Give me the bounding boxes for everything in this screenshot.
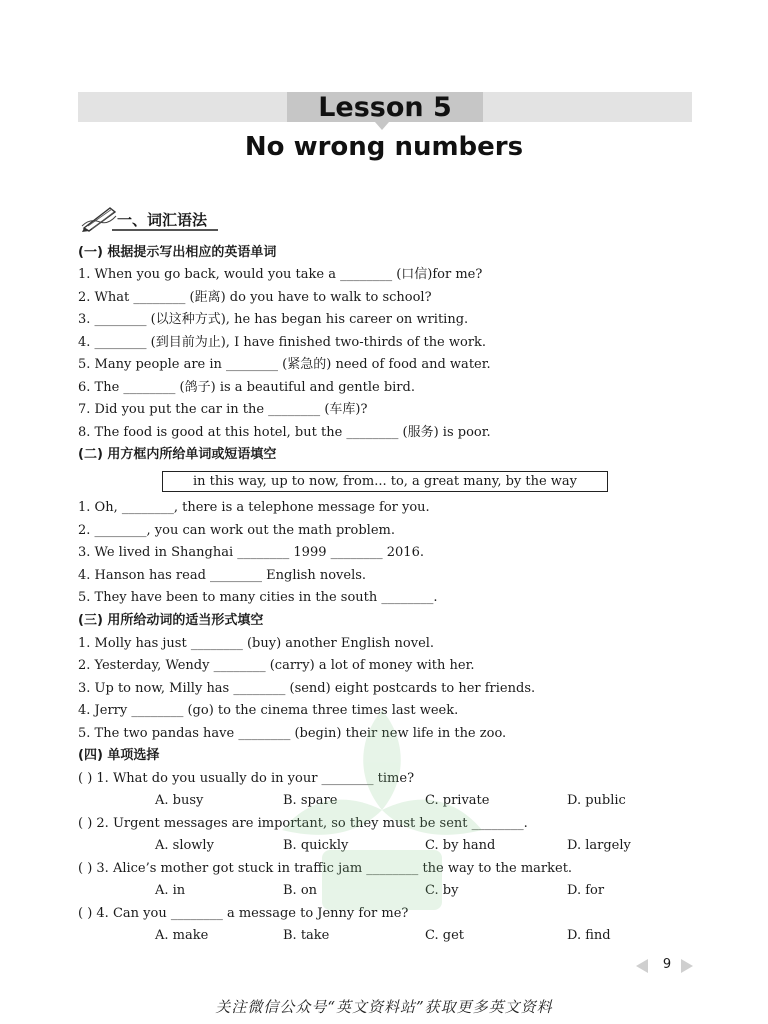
part1-question: 2. What ________ (距离) do you have to walk to school?	[78, 290, 432, 305]
mc-option: C. by hand	[425, 838, 496, 853]
part1-heading: (一) 根据提示写出相应的英语单词	[78, 245, 277, 260]
next-page-arrow-icon	[681, 959, 693, 973]
part3-heading: (三) 用所给动词的适当形式填空	[78, 613, 264, 628]
mc-option: A. busy	[155, 793, 204, 808]
part3-question: 4. Jerry ________ (go) to the cinema three times last week.	[78, 703, 459, 718]
part2-question: 3. We lived in Shanghai ________ 1999 ________ 2016.	[78, 545, 424, 560]
part3-question: 5. The two pandas have ________ (begin) their new life in the zoo.	[78, 726, 507, 741]
mc-option: C. private	[425, 793, 490, 808]
mc-question-stem: ( ) 2. Urgent messages are important, so they must be sent ________.	[78, 816, 528, 831]
pen-icon	[80, 204, 120, 232]
part2-heading: (二) 用方框内所给单词或短语填空	[78, 447, 277, 462]
lesson-subtitle: No wrong numbers	[244, 132, 524, 162]
part2-question: 5. They have been to many cities in the south ________.	[78, 590, 438, 605]
part1-question: 5. Many people are in ________ (紧急的) need of food and water.	[78, 357, 491, 372]
mc-option: A. slowly	[155, 838, 214, 853]
mc-option: B. take	[283, 928, 330, 943]
mc-option: A. make	[155, 928, 209, 943]
part4-heading: (四) 单项选择	[78, 748, 160, 763]
part3-question: 1. Molly has just ________ (buy) another English novel.	[78, 636, 435, 651]
footer-note: 关注微信公众号“英文资料站”获取更多英文资料	[215, 998, 553, 1016]
mc-option: C. get	[425, 928, 464, 943]
part1-question: 4. ________ (到目前为止), I have finished two-thirds of the work.	[78, 335, 487, 350]
part2-question: 2. ________, you can work out the math problem.	[78, 523, 395, 538]
part2-question: 4. Hanson has read ________ English novels.	[78, 568, 367, 583]
mc-option: B. spare	[283, 793, 338, 808]
word-box: in this way, up to now, from... to, a great many, by the way	[162, 471, 608, 492]
mc-option: B. on	[283, 883, 318, 898]
mc-option: D. public	[567, 793, 626, 808]
lesson-title: Lesson 5	[287, 92, 483, 122]
mc-option: D. for	[567, 883, 605, 898]
part1-question: 1. When you go back, would you take a ________ (口信)for me?	[78, 267, 483, 282]
section-title: 一、词汇语法	[117, 211, 208, 229]
part1-question: 7. Did you put the car in the ________ (车库)?	[78, 402, 368, 417]
mc-option: C. by	[425, 883, 459, 898]
part3-question: 2. Yesterday, Wendy ________ (carry) a lot of money with her.	[78, 658, 475, 673]
mc-question-stem: ( ) 4. Can you ________ a message to Jenny for me?	[78, 906, 409, 921]
mc-option: B. quickly	[283, 838, 349, 853]
part3-question: 3. Up to now, Milly has ________ (send) eight postcards to her friends.	[78, 681, 536, 696]
prev-page-arrow-icon	[636, 959, 648, 973]
part1-question: 3. ________ (以这种方式), he has began his career on writing.	[78, 312, 469, 327]
page-number: 9	[662, 957, 672, 972]
mc-question-stem: ( ) 3. Alice’s mother got stuck in traffic jam ________ the way to the market.	[78, 861, 573, 876]
mc-option: D. find	[567, 928, 611, 943]
mc-option: A. in	[155, 883, 186, 898]
part1-question: 6. The ________ (鸽子) is a beautiful and gentle bird.	[78, 380, 415, 395]
part2-question: 1. Oh, ________, there is a telephone message for you.	[78, 500, 430, 515]
section-underline	[112, 229, 218, 231]
banner-arrow	[375, 122, 389, 130]
part1-question: 8. The food is good at this hotel, but the ________ (服务) is poor.	[78, 425, 491, 440]
mc-option: D. largely	[567, 838, 631, 853]
mc-question-stem: ( ) 1. What do you usually do in your ________ time?	[78, 771, 415, 786]
